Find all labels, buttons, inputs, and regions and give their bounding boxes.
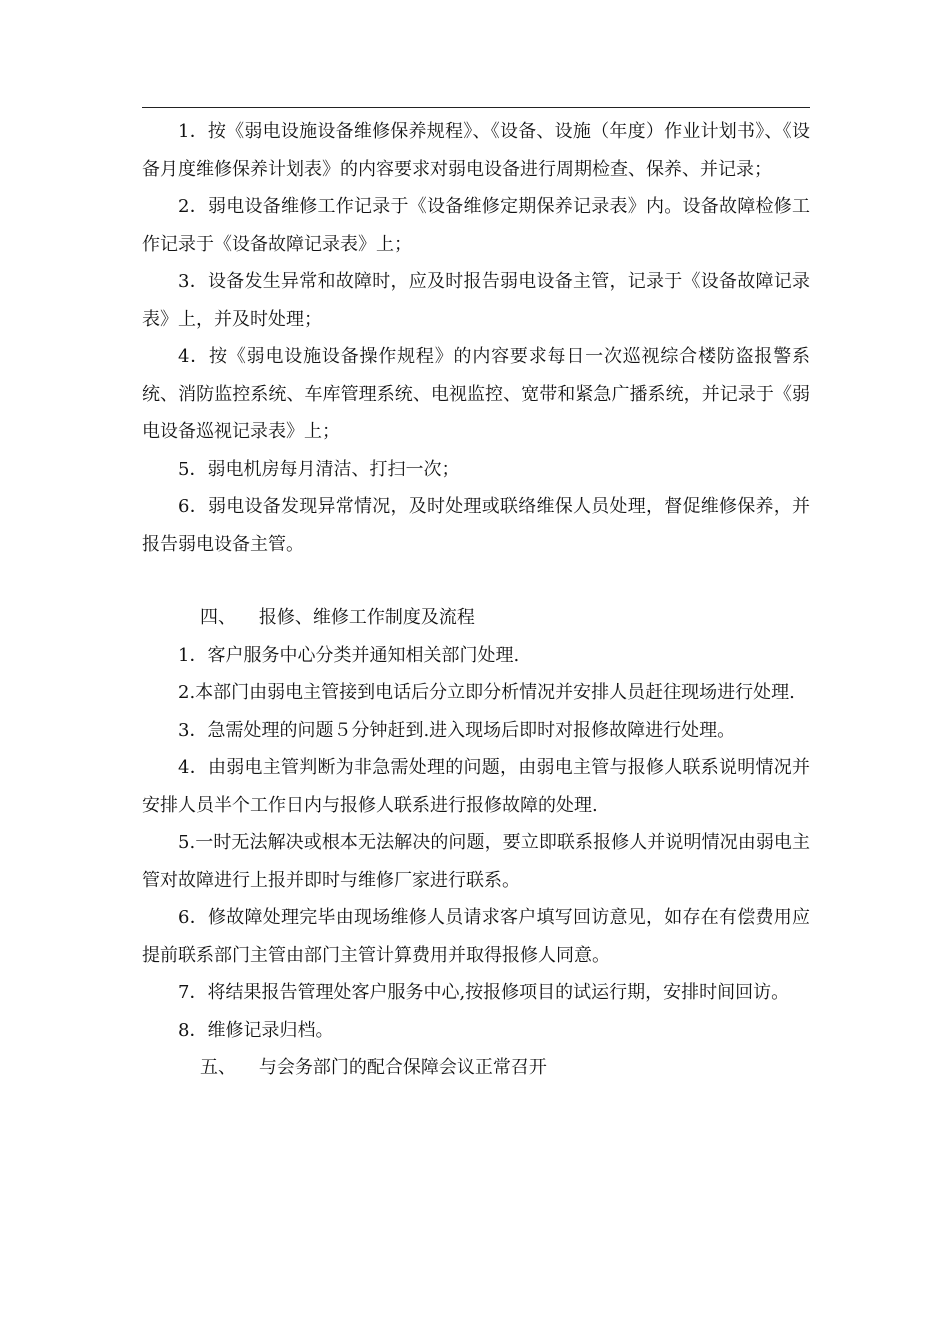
section-five-heading: 五、 与会务部门的配合保障会议正常召开 xyxy=(200,1057,547,1078)
repair-item-1: 1．客户服务中心分类并通知相关部门处理. xyxy=(178,644,520,666)
paragraph-item-2: 2．弱电设备维修工作记录于《设备维修定期保养记录表》内。设备故障检修工作记录于《设备故障记录表》上； xyxy=(142,196,810,255)
repair-item-7: 7．将结果报告管理处客户服务中心,按报修项目的试运行期，安排时间回访。 xyxy=(178,982,790,1003)
repair-item-5: 5.一时无法解决或根本无法解决的问题，要立即联系报修人并说明情况由弱电主管对故障进行上报并即时与维修厂家进行联系。 xyxy=(142,832,810,891)
paragraph-item-6: 6．弱电设备发现异常情况，及时处理或联络维保人员处理，督促维修保养，并报告弱电设备主管。 xyxy=(142,496,810,555)
repair-item-3: 3．急需处理的问题５分钟赶到.进入现场后即时对报修故障进行处理。 xyxy=(178,719,736,741)
section-spacer xyxy=(142,563,810,599)
paragraph-item-4: 4．按《弱电设施设备操作规程》的内容要求每日一次巡视综合楼防盗报警系统、消防监控系统、车库管理系统、电视监控、宽带和紧急广播系统，并记录于《弱电设备巡视记录表》上； xyxy=(142,346,810,442)
paragraph-item-5: 5．弱电机房每月清洁、打扫一次； xyxy=(178,458,460,480)
repair-item-2: 2.本部门由弱电主管接到电话后分立即分析情况并安排人员赶往现场进行处理. xyxy=(178,682,795,703)
document-body xyxy=(142,113,810,1087)
repair-item-8: 8．维修记录归档。 xyxy=(178,1019,334,1041)
paragraph-item-1: 1．按《弱电设施设备维修保养规程》、《设备、设施（年度）作业计划书》、《设备月度维修保养计划表》的内容要求对弱电设备进行周期检查、保养、并记录； xyxy=(142,121,810,180)
repair-item-6: 6．修故障处理完毕由现场维修人员请求客户填写回访意见，如存在有偿费用应提前联系部门主管由部门主管计算费用并取得报修人同意。 xyxy=(142,907,810,966)
repair-item-4: 4．由弱电主管判断为非急需处理的问题，由弱电主管与报修人联系说明情况并安排人员半个工作日内与报修人联系进行报修故障的处理. xyxy=(142,757,810,816)
section-four-heading: 四、 报修、维修工作制度及流程 xyxy=(200,607,475,628)
paragraph-item-3: 3．设备发生异常和故障时，应及时报告弱电设备主管，记录于《设备故障记录表》上，并及时处理； xyxy=(142,271,810,330)
header-rule xyxy=(142,107,810,108)
